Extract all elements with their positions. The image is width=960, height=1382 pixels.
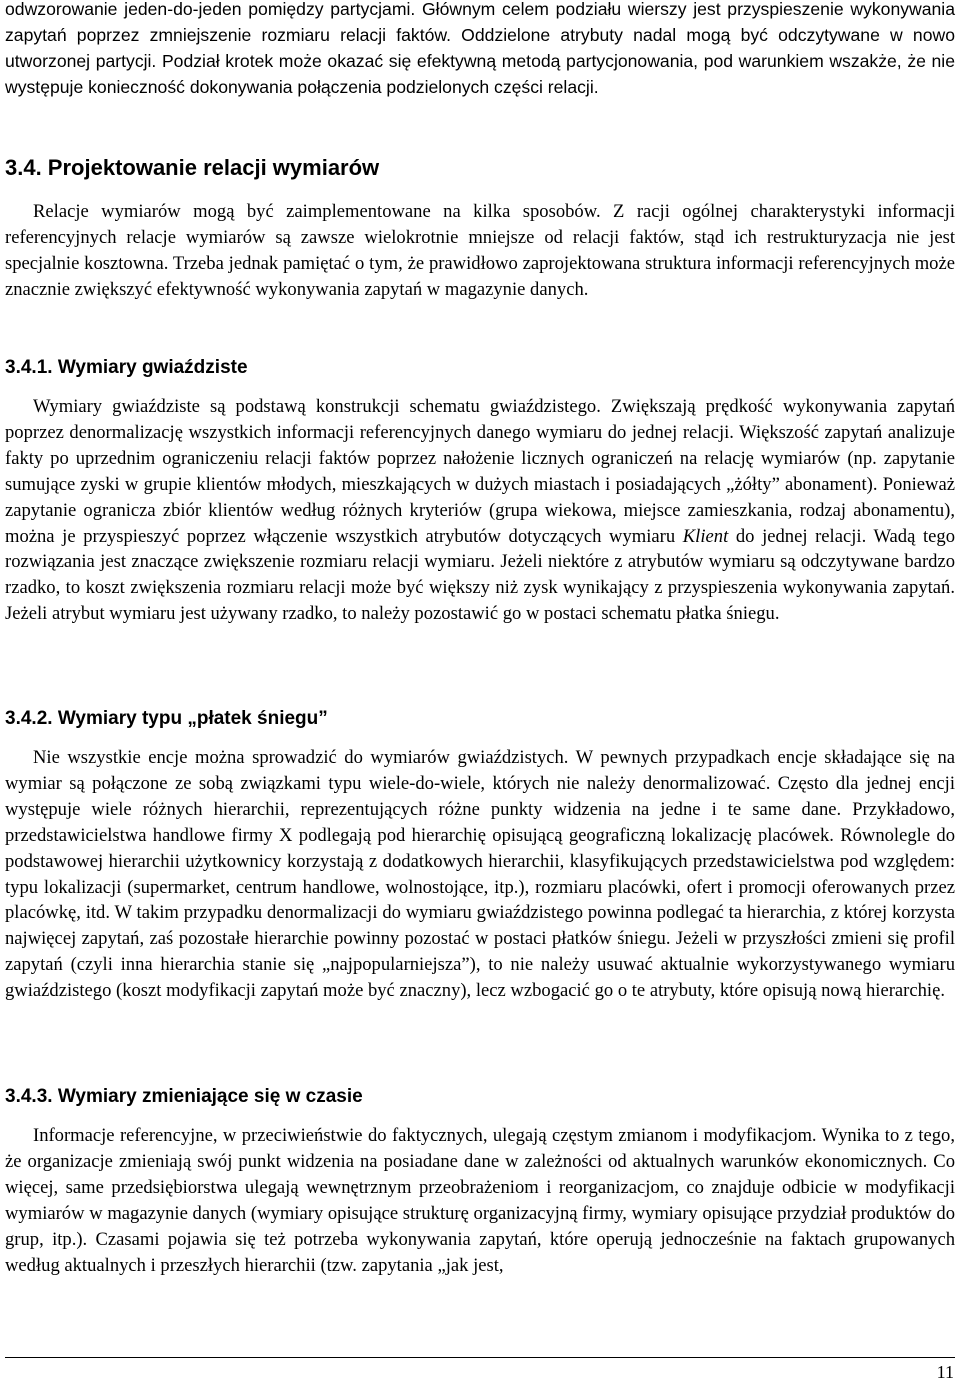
section-3-4-1-text-before: Wymiary gwiaździste są podstawą konstrukcji schematu gwiaździstego. Zwiększają prędkość wykonywania zapytań poprzez denormalizację wszystkich informacji referencyjnych danego wymiaru do jednej relacji. Większość zapytań analizuje fakty po uprzednim ograniczeniu relacji faktów poprzez nałożenie licznych ograniczeń na relację wymiarów (np. zapytanie sumujące zyski w grupie klientów młodych, mieszkających w dużych miastach i posiadających „żółty” abonament). Ponieważ zapytanie ogranicza zbiór klientów według różnych kryteriów (grupa wiekowa, miejsce zamieszkania, rodzaj abonamentu), można je przyspieszyć poprzez włączenie wszystkich atrybutów dotyczących wymiaru bbox=[5, 396, 955, 547]
section-heading-3-4-1: 3.4.1. Wymiary gwiaździste bbox=[5, 357, 248, 378]
section-3-4-1-text-after: do jednej relacji. Wadą tego rozwiązania jest znaczące zwiększenie rozmiaru relacji wymiaru. Jeżeli niektóre z atrybutów wymiaru są odczytywane bardzo rzadko, to koszt zwiększenia rozmiaru relacji może być większy niż zysk wynikający z przyspieszenia wykonywania zapytań. Jeżeli atrybut wymiaru jest używany rzadko, to należy pozostawić go w postaci schematu płatka śniegu. bbox=[5, 525, 955, 625]
klient-term: Klient bbox=[682, 525, 729, 547]
section-heading-3-4: 3.4. Projektowanie relacji wymiarów bbox=[5, 155, 380, 180]
section-heading-3-4-2: 3.4.2. Wymiary typu „płatek śniegu” bbox=[5, 708, 328, 729]
intro-paragraph bbox=[5, 0, 955, 101]
section-3-4-3-paragraph: Informacje referencyjne, w przeciwieństwie do faktycznych, ulegają częstym zmianom i modyfikacjom. Wynika to z tego, że organizacje zmieniają swój punkt widzenia na posiadane dane w zależności od aktualnych warunków ekonomicznych. Co więcej, same przedsiębiorstwa ulegają wewnętrznym przeobrażeniom i reorganizacjom, co znajduje odbicie w modyfikacji wymiarów w magazynie danych (wymiary opisujące strukturę organizacyjną firmy, wymiary opisujące przydział produktów do grup, itp.). Czasami pojawia się też potrzeba wykonywania zapytań, które operują jednocześnie na faktach grupowanych według aktualnych i przeszłych hierarchii (tzw. zapytania „jak jest, bbox=[5, 1125, 955, 1276]
section-3-4-1-paragraph bbox=[5, 394, 955, 627]
intro-text-a: odwzorowanie jeden-do-jeden pomiędzy partycjami. Głównym celem podziału wierszy jest przyspieszenie wykonywania zapytań poprzez zmniejszenie rozmiaru relacji faktów. Oddzielone atrybuty nadal mogą być odczytywane w nowo utworzonej partycji. bbox=[5, 0, 955, 71]
page-number: 11 bbox=[936, 1362, 954, 1382]
intro-text-b: Podział krotek może okazać się efektywną metodą partycjonowania, pod warunkiem wszakże, że nie występuje konieczność dokonywania połączenia podzielonych części relacji. bbox=[5, 50, 955, 97]
footer-divider bbox=[5, 1357, 955, 1358]
section-3-4-paragraph: Relacje wymiarów mogą być zaimplementowane na kilka sposobów. Z racji ogólnej charakterystyki informacji referencyjnych relacje wymiarów są zawsze wielokrotnie mniejsze od relacji faktów, stąd ich restrukturyzacja nie jest specjalnie kosztowna. Trzeba jednak pamiętać o tym, że prawidłowo zaprojektowana struktura informacji referencyjnych może znacznie zwiększyć efektywność wykonywania zapytań w magazynie danych. bbox=[5, 201, 955, 300]
section-3-4-2-paragraph: Nie wszystkie encje można sprowadzić do wymiarów gwiaździstych. W pewnych przypadkach encje składające się na wymiar są połączone ze sobą związkami typu wiele-do-wiele, których nie należy denormalizować. Często dla jednej encji występuje wiele różnych hierarchii, reprezentujących różne punkty widzenia na jedne i te same dane. Przykładowo, przedstawicielstwa handlowe firmy X podlegają pod hierarchię opisującą geograficzną lokalizację placówek. Równolegle do podstawowej hierarchii użytkownicy korzystają z dodatkowych hierarchii, klasyfikujących przedstawicielstwa pod względem: typu lokalizacji (supermarket, centrum handlowe, wolnostojące, itp.), rozmiaru placówki, ofert i promocji oferowanych przez placówkę, itd. W takim przypadku denormalizacji do wymiaru gwiaździstego powinna podlegać ta hierarchia, z której korzysta najwięcej zapytań, zaś pozostałe hierarchie powinny pozostać w postaci płatków śniegu. Jeżeli w przyszłości zmieni się profil zapytań (czyli inna hierarchia stanie się „najpopularniejsza”), to nie należy usuwać aktualnie wykorzystywanego wymiaru gwiaździstego (koszt modyfikacji zapytań może być znaczny), lecz wzbogacić go o te atrybuty, które opisują nową hierarchię. bbox=[5, 747, 955, 1002]
section-heading-3-4-3: 3.4.3. Wymiary zmieniające się w czasie bbox=[5, 1086, 363, 1107]
